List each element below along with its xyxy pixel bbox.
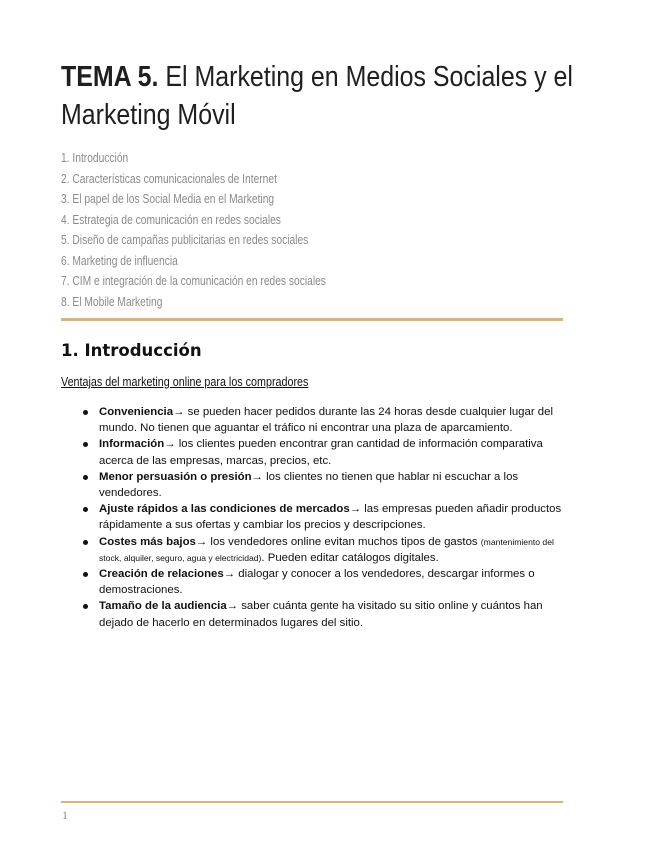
- bullet-item: [80, 598, 562, 630]
- arrow-icon: →: [164, 438, 176, 451]
- bullet-list: [80, 404, 562, 631]
- bullet-text: dialogar y conocer a los vendedores, descargar informes o demostraciones.: [99, 568, 535, 597]
- bullet-item: [80, 534, 562, 566]
- bullet-term: Información: [99, 438, 165, 451]
- arrow-icon: →: [226, 600, 239, 613]
- bullet-term: Menor persuasión o presión: [99, 470, 252, 483]
- page-number: 1: [62, 808, 68, 822]
- arrow-icon: →: [223, 568, 236, 581]
- bullet-term: Ajuste rápidos a las condiciones de mercados: [99, 503, 350, 516]
- bullet-term: Creación de relaciones: [99, 568, 224, 581]
- bullet-term: Tamaño de la audiencia: [99, 600, 227, 613]
- bullet-term: Conveniencia: [99, 406, 174, 418]
- bullet-text: se pueden hacer pedidos durante las 24 horas desde cualquier lugar del mundo. No tienen que aguantar el tráfico ni encontrar una plaza de aparcamiento.: [99, 406, 554, 435]
- toc-item: 4. Estrategia de comunicación en redes sociales: [61, 212, 281, 227]
- section-heading: 1. Introducción: [61, 341, 202, 360]
- title-rest: El Marketing en Medios Sociales y el Marketing Móvil: [61, 61, 573, 131]
- divider-bottom: [61, 801, 563, 803]
- bullet-item: [80, 501, 562, 533]
- page-title: [61, 58, 577, 134]
- arrow-icon: →: [251, 470, 263, 483]
- bullet-text: los vendedores online evitan muchos tipos de gastos: [207, 535, 481, 548]
- bullet-item: [80, 436, 562, 468]
- toc-item: 6. Marketing de influencia: [61, 253, 178, 268]
- bullet-item: [80, 566, 562, 598]
- bullet-text: los clientes pueden encontrar gran cantidad de información comparativa acerca de las empresas, marcas, precios, etc.: [99, 438, 543, 467]
- toc-item: 5. Diseño de campañas publicitarias en redes sociales: [61, 233, 309, 247]
- bullet-text: los clientes no tienen que hablar ni escuchar a los vendedores.: [99, 470, 519, 500]
- bullet-item: [80, 469, 562, 501]
- divider-top: [61, 318, 563, 321]
- bullet-text-tail: . Pueden editar catálogos digitales.: [261, 551, 439, 564]
- bullet-text: saber cuánta gente ha visitado su sitio online y cuántos han dejado de hacerlo en determinados lugares del sitio.: [99, 600, 543, 629]
- toc-item: 3. El papel de los Social Media en el Marketing: [61, 192, 275, 206]
- bullet-term: Costes más bajos: [99, 535, 196, 548]
- arrow-icon: →: [349, 503, 362, 516]
- table-of-contents: [61, 148, 405, 312]
- bullet-item: [80, 404, 562, 436]
- section-subheading: Ventajas del marketing online para los compradores: [61, 375, 309, 389]
- title-bold: TEMA 5.: [61, 61, 159, 93]
- toc-item: 7. CIM e integración de la comunicación en redes sociales: [61, 274, 326, 288]
- arrow-icon: →: [195, 535, 208, 548]
- arrow-icon: →: [173, 406, 185, 418]
- toc-item: 2. Características comunicacionales de Internet: [61, 171, 277, 186]
- toc-item: 1. Introducción: [61, 151, 129, 165]
- toc-item: 8. El Mobile Marketing: [61, 294, 163, 309]
- bullet-text: las empresas pueden añadir productos rápidamente a sus ofertas y cambiar los precios y descripciones.: [99, 503, 562, 532]
- bullet-note: (mantenimiento del stock, alquiler, seguro, agua y electricidad): [99, 536, 554, 563]
